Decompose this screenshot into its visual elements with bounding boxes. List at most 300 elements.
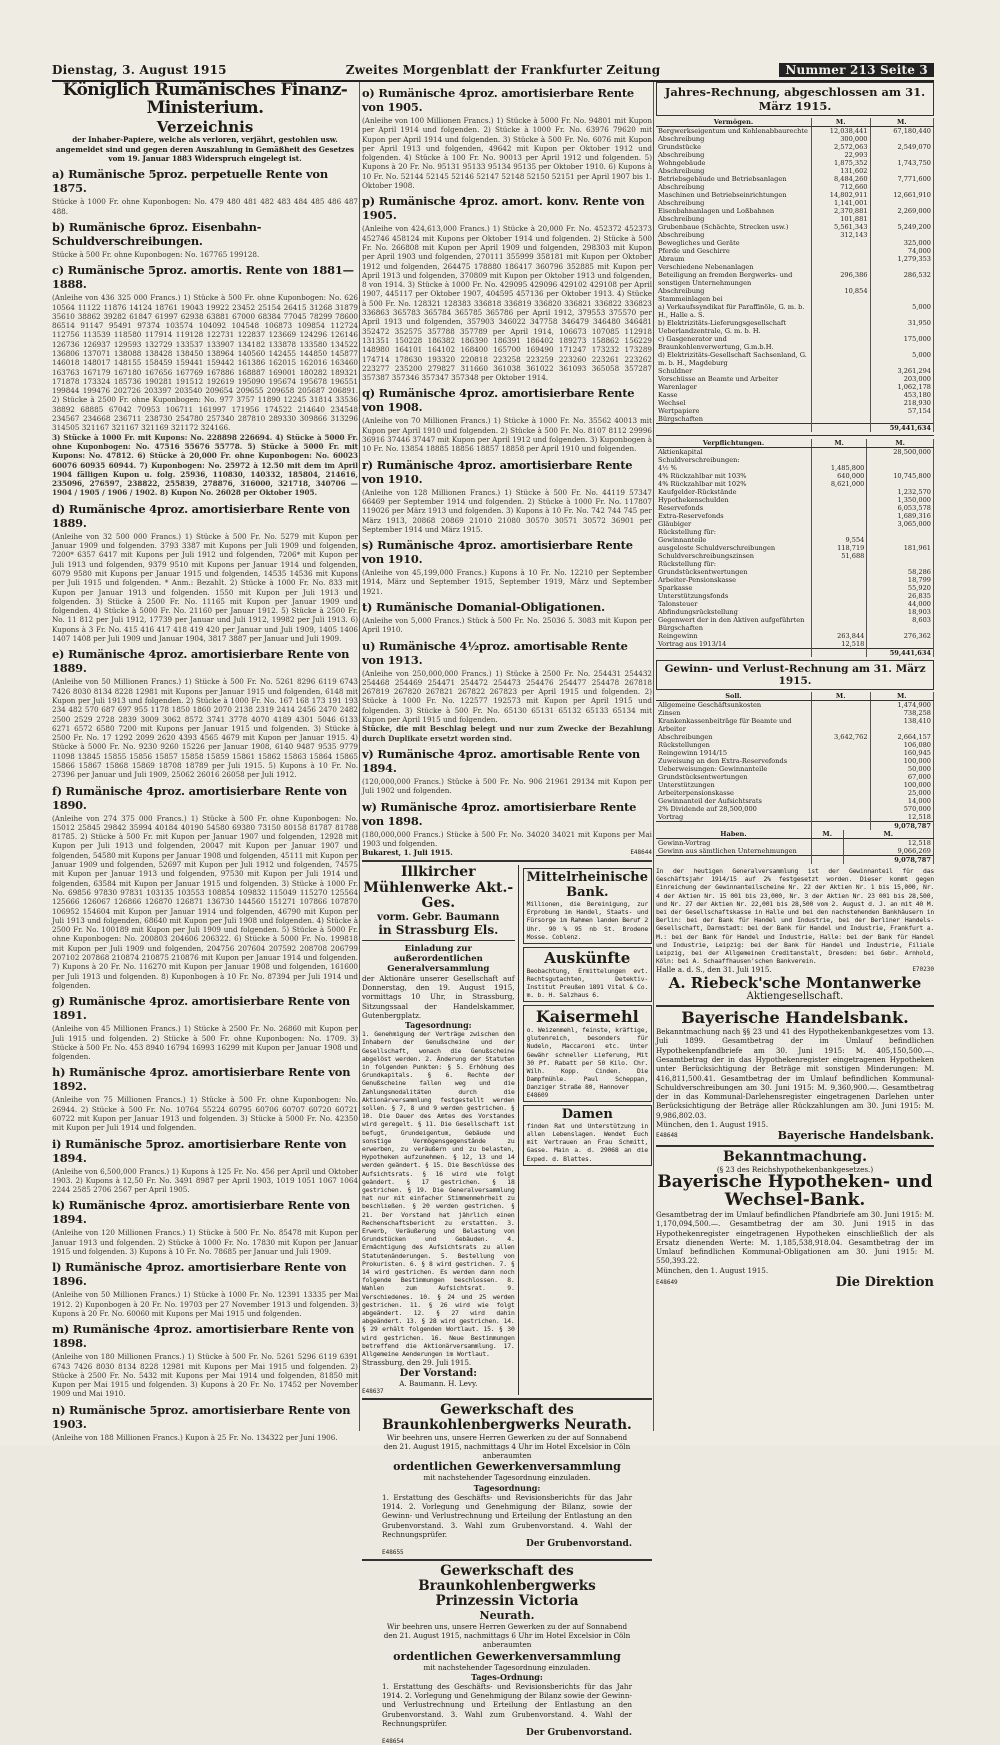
account-amount bbox=[870, 199, 933, 207]
account-amount: 2,370,881 bbox=[811, 207, 870, 215]
account-amount: 175,000 bbox=[870, 335, 933, 351]
account-label: Gewinnanteile bbox=[656, 536, 811, 544]
account-row bbox=[656, 303, 934, 319]
account-amount bbox=[811, 351, 870, 367]
account-amount bbox=[811, 560, 866, 568]
account-amount bbox=[811, 383, 870, 391]
account-amount: 570,000 bbox=[870, 805, 933, 813]
account-row bbox=[656, 765, 934, 773]
account-row bbox=[656, 391, 934, 399]
account-row bbox=[656, 847, 934, 856]
account-amount bbox=[811, 456, 866, 464]
section-body: Stücke à 500 Fr. ohne Kuponbogen: No. 167765 199128. bbox=[52, 249, 260, 259]
ad-damen bbox=[523, 1105, 652, 1166]
account-label: Warenlager bbox=[656, 383, 811, 391]
riebeck-name: A. Riebeck'sche Montanwerke bbox=[668, 973, 922, 992]
account-row bbox=[656, 263, 934, 271]
account-amount: 738,258 bbox=[870, 709, 933, 717]
account-label: Abschreibung bbox=[656, 135, 811, 143]
section-heading: u) Rumänische 4½proz. amortisable Rente von 1913. bbox=[362, 638, 628, 667]
account-row bbox=[656, 335, 934, 351]
account-row bbox=[656, 319, 934, 335]
liabilities-heading: Verpflichtungen. bbox=[656, 439, 811, 448]
section-body: (120,000,000 Francs.) Stücke à 500 Fr. No. 906 21961 29134 mit Kupon per Juli 1902 und folgenden. bbox=[362, 776, 652, 796]
list-subtitle: Verzeichnis bbox=[156, 117, 254, 136]
account-label: Reingewinn 1914/15 bbox=[656, 749, 811, 757]
account-amount bbox=[811, 749, 870, 757]
account-amount bbox=[811, 781, 870, 789]
assets-heading: Vermögen. bbox=[656, 118, 811, 127]
assets-table bbox=[656, 118, 934, 432]
col-mark: M. bbox=[867, 439, 934, 448]
account-amount: 1,689,316 bbox=[867, 512, 934, 520]
account-row bbox=[656, 175, 934, 183]
bhw-sign: Die Direktion bbox=[835, 1275, 934, 1291]
account-label: c) Gasgenerator und Braunkohlenverwertung, G.m.b.H. bbox=[656, 335, 811, 351]
divider bbox=[656, 1005, 934, 1007]
victoria-sign: Der Grubenvorstand. bbox=[526, 1728, 632, 1739]
section-body: (Anleihe von 32 500 000 Francs.) 1) Stücke à 500 Fr. No. 5279 mit Kupon per Januar 1909 und folgenden. 3793 3387 mit Kupons per Juli 1909 und folgenden, 7200* 6357 6417 mit Kupons per Juli 1912 und folgenden, 7206* mit Kupon per Juli 1913 und folgenden, 9379 9510 mit Kupons per Januar 1914 und folgenden, 6079 9580 mit Kupons per Januar 1915 und folgenden, 14535 14536 mit Kupons per Juli 1915 und folgenden. * Anm.: Bezahlt. 2) Stücke à 1000 Fr. No. 833 mit Kupon per Januar 1913 und folgenden. 1550 mit Kupon per Juli 1913 und folgenden. 3) Stücke à 2500 Fr. No. 11165 mit Kupon per Januar 1909 und folgenden. 4) Stücke à 5000 Fr. No. 21160 per Januar 1912. 5) Stücke à 2500 Fr. No. 11 812 per Juli 1912, 17739 per Januar und Juli 1912, 19982 per Juli 1913. 6) Kupons à 3 Fr. No. 415 416 417 418 419 420 per Januar und Juli 1909, 1405 1406 1407 1408 per Juli 1909 und Januar 1904, 3817 3887 per Januar und Juli 1909. bbox=[52, 531, 358, 644]
section-heading: r) Rumänische 4proz. amortisierbare Rente von 1910. bbox=[362, 457, 633, 486]
account-amount bbox=[811, 797, 870, 805]
account-amount: 8,621,000 bbox=[811, 480, 866, 488]
account-row bbox=[656, 552, 934, 560]
total-label bbox=[656, 649, 811, 658]
account-label: Bürgschaften bbox=[656, 415, 811, 424]
bond-sections-list bbox=[52, 167, 358, 1442]
account-amount: 100,000 bbox=[870, 781, 933, 789]
account-amount: 101,881 bbox=[811, 215, 870, 223]
account-amount: 9,066,269 bbox=[843, 847, 933, 856]
account-label: Schuldner bbox=[656, 367, 811, 375]
account-row bbox=[656, 247, 934, 255]
section-heading: i) Rumänische 5proz. amortisierbare Rente von 1894. bbox=[52, 1136, 347, 1165]
victoria-text: Wir beehren uns, unsere Herren Gewerken zu der auf Sonnabend den 21. August 1915, nachmittags 6 Uhr im Hotel Excelsior in Cöln anberaumten bbox=[383, 1621, 631, 1650]
account-label: Talonsteuer bbox=[656, 600, 811, 608]
account-row bbox=[656, 383, 934, 391]
ad-stack-right bbox=[523, 865, 652, 1394]
riebeck-footer: Halle a. d. S., den 31. Juli 1915. bbox=[656, 965, 772, 975]
account-row bbox=[656, 805, 934, 813]
account-amount bbox=[870, 151, 933, 159]
section-body: (Anleihe von 250,000,000 Francs.) 1) Stücke à 2500 Fr. No. 254431 254432 254468 254469 254471 254472 254473 254476 254477 254478 267818 267819 267820 267821 267822 267823 per April 1915 und folgenden. 2) Stücke à 1000 Fr. No. 122577 192573 mit Kupon per April 1915 und folgenden. 3) Stücke à 500 Fr. No. 65130 65131 65132 65133 65134 mit Kupon per April 1915 und folgenden. bbox=[362, 668, 652, 725]
account-label: Vorschüsse an Beamte und Arbeiter bbox=[656, 375, 811, 383]
account-amount: 296,386 bbox=[811, 271, 870, 287]
victoria-agenda: 1. Erstattung des Geschäfts- und Revisionsberichts für das Jahr 1914. 2. Vorlegung und Genehmigung der Bilanz sowie der Gewinn- und Verlustrechnung und Erteilung der Entlastung an den Grubenvorstand. 3. Wahl zum Grubenvorstand. 4. Wahl der Rechnungsprüfer. bbox=[382, 1681, 632, 1729]
illkirch-agenda: 1. Genehmigung der Verträge zwischen den Inhabern der Genußscheine und der Gesellschaft, wonach die Genußscheine abgelöst werden. 2. Änderung der Statuten in folgenden Punkten: § 5. Erhöhung des Grundkapitals. § 6. Rechte der Genußscheine fallen weg und die Zahlungsmodalitäten durch die Aktionärversammlung festgestellt werden sollen. § 7, 8 und 9 werden gestrichen. § 10. Die Dauer des Amtes des Vorstandes wird geregelt. § 11. Die Gesellschaft ist befugt, Grundeigentum, Gebäude und sonstige Vermögensgegenstände zu erwerben, zu veräußern und zu belasten, Hypotheken aufzunehmen. § 12, 13 und 14 werden geändert. § 15. Die Beschlüsse des Aufsichtsrats. § 16 wird wie folgt geändert. § 17 gestrichen. § 18 gestrichen. § 19. Die Generalversammlung hat nur mit einfacher Stimmenmehrheit zu beschließen. § 20 werden gestrichen. § 21. Der Vorstand hat jährlich einen Rechenschaftsbericht zu erstatten. 3. Erwerb, Veräußerung und Belastung von Grundstücken und Gebäuden. 4. Ermächtigung des Aufsichtsrats zu allen Statutenänderungen. 5. Bestellung von Prokuristen. 6. § 8 wird gestrichen. 7. § 14 wird gestrichen. Es werden dann noch folgende Bestimmungen beschlossen. 8. Wahlen zum Aufsichtsrat. 9. Verschiedenes. 10. § 24 und 25 werden gestrichen. 11. § 26 wird wie folgt abgeändert. 12. § 27 wird dahin abgeändert. 13. § 28 wird gestrichen. 14. § 29 erhält folgenden Wortlaut. 15. § 30 wird gestrichen. 16. Neue Bestimmungen betreffend die Aktionärversammlung. 17. Allgemeine Aenderungen im Wortlaut. bbox=[362, 1030, 515, 1359]
ad-neurath bbox=[362, 1403, 652, 1556]
account-row bbox=[656, 375, 934, 383]
riebeck-sub: Aktiengesellschaft. bbox=[746, 991, 844, 1003]
account-row bbox=[656, 159, 934, 167]
account-label: 4½ % bbox=[656, 464, 811, 472]
account-label: Unterstützungen bbox=[656, 781, 811, 789]
account-amount bbox=[811, 765, 870, 773]
section-heading: b) Rumänische 6proz. Eisenbahn-Schuldverschreibungen. bbox=[52, 219, 262, 248]
account-row bbox=[656, 536, 934, 544]
account-amount bbox=[811, 399, 870, 407]
account-amount: 138,410 bbox=[870, 717, 933, 733]
account-amount bbox=[811, 391, 870, 399]
account-amount: 8,484,260 bbox=[811, 175, 870, 183]
account-row bbox=[656, 215, 934, 223]
account-row bbox=[656, 576, 934, 584]
account-label: Grubenbaue (Schächte, Strecken usw.) bbox=[656, 223, 811, 231]
victoria-title: Gewerkschaft des Braunkohlenbergwerks Prinzessin Victoria bbox=[418, 1563, 596, 1609]
account-amount: 2,549,070 bbox=[870, 143, 933, 151]
account-label: Verschiedene Nebenanlagen bbox=[656, 263, 811, 271]
account-row bbox=[656, 757, 934, 765]
account-label: Grundstücke bbox=[656, 143, 811, 151]
account-amount bbox=[811, 295, 870, 303]
account-amount bbox=[870, 263, 933, 271]
section-heading: p) Rumänische 4proz. amort. konv. Rente von 1905. bbox=[362, 194, 645, 223]
riebeck-text: In der heutigen Generalversammlung ist der Gewinnanteil für das Geschäftsjahr 1914/15 auf 2% festgesetzt worden. Dieser kommt gegen Einreichung der Gewinnanteilscheine Nr. 22 der Aktien Nr. 1 bis 15,000, Nr. 4 der Aktien Nr. 15 001 bis 23,000, Nr. 3 der Aktien Nr. 23 001 bis 28,500, und Nr. 27 der Aktien Nr. 22,001 bis 28,500 vom 2. August d. J. an mit 40 M. bei der Gesellschaftskasse in Halle und bei den nachstehenden Bankhäusern in Berlin: bei der Bank für Handel und Industrie, bei der Berliner Handels-Gesellschaft, Darmstadt: bei der Bank für Handel und Industrie, Frankfurt a. M.: bei der Bank für Handel und Industrie, Halle: bei der Bank für Handel und Industrie, Leipzig: bei der Bank für Handel und Industrie, Filiale Leipzig, bei der Allgemeinen Creditanstalt, Dresden: bei Gebr. Arnhold, Köln: bei A. Schaaffhausen'schen Bankverein. bbox=[656, 867, 934, 966]
account-label: Rückstellung für: bbox=[656, 560, 811, 568]
section-body: Stücke, die mit Beschlag belegt und nur zum Zwecke der Bezahlung durch Duplikate ersetzt worden sind. bbox=[362, 724, 652, 743]
account-amount: 18,799 bbox=[867, 576, 934, 584]
soll-total: 9,078,787 bbox=[870, 822, 933, 831]
neurath-sign: Der Grubenvorstand. bbox=[526, 1539, 632, 1550]
account-amount: 263,844 bbox=[811, 632, 866, 640]
account-amount bbox=[811, 568, 866, 576]
account-amount bbox=[867, 464, 934, 472]
account-row bbox=[656, 167, 934, 175]
account-row bbox=[656, 151, 934, 159]
account-amount: 1,232,570 bbox=[867, 488, 934, 496]
account-amount: 203,000 bbox=[870, 375, 933, 383]
account-row bbox=[656, 568, 934, 576]
account-row bbox=[656, 223, 934, 231]
account-amount bbox=[867, 528, 934, 536]
account-label: Abschreibung bbox=[656, 287, 811, 295]
bhb-sign: Bayerische Handelsbank. bbox=[777, 1129, 934, 1143]
account-amount: 67,000 bbox=[870, 773, 933, 781]
account-label: Abschreibung bbox=[656, 231, 811, 239]
neurath-agenda: 1. Erstattung des Geschäfts- und Revisionsberichts für das Jahr 1914. 2. Vorlegung und Genehmigung der Bilanz, sowie der Gewinn- und Verlustrechnung und Erteilung der Entlastung an den Grubenvorstand. 3. Wahl zum Grubenvorstand. 4. Wahl der Rechnungsprüfer. bbox=[382, 1492, 632, 1539]
account-amount: 12,518 bbox=[843, 839, 933, 848]
section-heading: g) Rumänische 4proz. amortisierbare Rente von 1891. bbox=[52, 994, 350, 1023]
haben-heading: Haben. bbox=[656, 830, 811, 839]
section-body: (Anleihe von 120 Millionen Francs.) 1) Stücke à 500 Fr. No. 85478 mit Kupon per Januar 1913 und folgenden. 2) Stücke à 1000 Fr. No. 17830 mit Kupon per Januar 1915 und folgenden. 3) Kupons à 10 Fr. No. 78685 per Januar und Juli 1909. bbox=[52, 1228, 358, 1257]
account-amount: 1,485,800 bbox=[811, 464, 866, 472]
section-heading: q) Rumänische 4proz. amortisierbare Rente von 1908. bbox=[362, 386, 635, 415]
account-row bbox=[656, 199, 934, 207]
section-heading: s) Rumänische 4proz. amortisierbare Rente von 1910. bbox=[362, 538, 633, 567]
account-amount: 67,180,440 bbox=[870, 127, 933, 136]
account-label: Bewegliches und Geräte bbox=[656, 239, 811, 247]
account-label: Abfindungsrückstellung bbox=[656, 608, 811, 616]
illkirch-agenda-heading: Tagesordnung: bbox=[404, 1020, 472, 1031]
account-amount: 58,286 bbox=[867, 568, 934, 576]
account-row bbox=[656, 839, 934, 848]
account-label: Abschreibung bbox=[656, 167, 811, 175]
account-row bbox=[656, 741, 934, 749]
account-row bbox=[656, 797, 934, 805]
account-label: Hypothekenschulden bbox=[656, 496, 811, 504]
account-amount: 5,561,343 bbox=[811, 223, 870, 231]
account-label: Gegenwert der in den Aktiven aufgeführten Bürgschaften bbox=[656, 616, 811, 632]
account-amount: 1,279,353 bbox=[870, 255, 933, 263]
account-label: Eisenbahnanlagen und Loßbahnen bbox=[656, 207, 811, 215]
mittelrhein-title: Mittelrheinische Bank. bbox=[526, 870, 648, 900]
account-amount: 1,743,750 bbox=[870, 159, 933, 167]
account-amount: 6,053,578 bbox=[867, 504, 934, 512]
account-row bbox=[656, 560, 934, 568]
bhw-text: Gesamtbetrag der im Umlauf befindlichen Pfandbriefe am 30. Juni 1915: M. 1,170,094,500.—. Gesamtbetrag der am 30. Juni 1915 in das Hypothekenregister eingetragenen Hypotheken einschließlich der als Ersatz dienenden Werte: M. 1,185,538,918.04. Gesamtbetrag der im Umlauf befindlichen Kommunal-Obligationen am 30. Juni 1915: M. 550,393.22. bbox=[656, 1209, 934, 1266]
section-body: (Anleihe von 45,199,000 Francs.) Kupons à 10 Fr. No. 12210 per September 1914, März und September 1915, September 1919, März und September 1921. bbox=[362, 568, 652, 596]
liabilities-rows bbox=[656, 448, 934, 649]
account-amount bbox=[870, 231, 933, 239]
account-row bbox=[656, 480, 934, 488]
neurath-meeting2: mit nachstehender Tagesordnung einzuladen. bbox=[423, 1473, 591, 1483]
section-heading: c) Rumänische 5proz. amortis. Rente von 1881—1888. bbox=[52, 263, 354, 292]
account-label: Bergwerkseigentum und Kohlenabbaurechte bbox=[656, 127, 811, 136]
account-amount: 44,000 bbox=[867, 600, 934, 608]
account-amount: 12,038,441 bbox=[811, 127, 870, 136]
account-amount: 31,950 bbox=[870, 319, 933, 335]
account-label: Kasse bbox=[656, 391, 811, 399]
account-amount bbox=[811, 813, 870, 822]
bhw-footer: München, den 1. August 1915. bbox=[656, 1265, 769, 1275]
account-label: Zinsen bbox=[656, 709, 811, 717]
illkirch-names: A. Baumann. H. Levy. bbox=[399, 1378, 478, 1388]
section-body: Stücke à 1000 Fr. ohne Kuponbogen: No. 479 480 481 482 483 484 485 486 487 488. bbox=[52, 197, 358, 216]
account-label: Gewinn aus sämtlichen Unternehmungen bbox=[656, 847, 811, 856]
account-amount bbox=[811, 319, 870, 335]
account-label: Arbeiterpensionskasse bbox=[656, 789, 811, 797]
account-row bbox=[656, 448, 934, 457]
mittelrhein-text: Millionen, die Bereinigung, zur Erprobung im Handel, Staats- und Fürsorge im Rahmen landen Beruf 2 Uhr. 90 % 95 nb St. Brodene Mosse. Coblenz. bbox=[526, 900, 648, 941]
ad-code: E48637 bbox=[362, 1387, 384, 1395]
account-label: Abschreibung bbox=[656, 215, 811, 223]
account-row bbox=[656, 351, 934, 367]
account-row bbox=[656, 183, 934, 191]
neurath-text: Wir beehren uns, unsere Herren Gewerken zu der auf Sonnabend den 21. August 1915, nachmittags 4 Uhr im Hotel Excelsior in Cöln anberaumten bbox=[383, 1432, 631, 1461]
account-amount bbox=[811, 407, 870, 415]
victoria-meeting2: mit nachstehender Tagesordnung einzuladen. bbox=[423, 1662, 591, 1672]
account-amount: 3,065,000 bbox=[867, 520, 934, 528]
account-label: Abraum bbox=[656, 255, 811, 263]
account-amount bbox=[811, 847, 843, 856]
account-row bbox=[656, 584, 934, 592]
account-label: Rückstellungen bbox=[656, 741, 811, 749]
total-label bbox=[656, 822, 811, 831]
account-amount: 712,660 bbox=[811, 183, 870, 191]
account-amount bbox=[811, 528, 866, 536]
account-amount: 5,000 bbox=[870, 303, 933, 319]
account-amount bbox=[870, 415, 933, 424]
account-amount: 3,261,294 bbox=[870, 367, 933, 375]
account-row bbox=[656, 255, 934, 263]
kaisermehl-title: Kaisermehl bbox=[535, 1007, 639, 1027]
account-amount: 1,062,178 bbox=[870, 383, 933, 391]
account-label: Abschreibung bbox=[656, 199, 811, 207]
illkirch-invite: Einladung zur außerordentlichen Generalversammlung bbox=[387, 943, 490, 974]
account-amount bbox=[811, 600, 866, 608]
account-amount: 1,474,900 bbox=[870, 701, 933, 710]
account-amount bbox=[811, 608, 866, 616]
account-amount bbox=[811, 239, 870, 247]
illkirch-sign: Der Vorstand: bbox=[399, 1367, 477, 1379]
account-amount bbox=[870, 295, 933, 303]
liabilities-total: 59,441,634 bbox=[867, 649, 934, 658]
ad-mittelrhein bbox=[523, 868, 652, 944]
section-heading: f) Rumänische 4proz. amortisierbare Rente von 1890. bbox=[52, 783, 347, 812]
auskunfte-text: Beobachtung, Ermittelungen evt. Rechtsgutachten, Detektiv-Institut Preußen 1891 Vital & Co. m. b. H. Salzhaus 6. bbox=[526, 966, 648, 1000]
account-row bbox=[656, 456, 934, 464]
account-amount bbox=[811, 805, 870, 813]
account-amount: 276,362 bbox=[867, 632, 934, 640]
gv-title: Gewinn- und Verlust-Rechnung am 31. März 1915. bbox=[656, 660, 934, 690]
account-amount bbox=[811, 576, 866, 584]
account-row bbox=[656, 709, 934, 717]
account-row bbox=[656, 407, 934, 415]
section-heading: t) Rumänische Domanial-Obligationen. bbox=[362, 599, 605, 614]
account-row bbox=[656, 504, 934, 512]
account-label: Zuweisung an den Extra-Reservefonds bbox=[656, 757, 811, 765]
ad-code: E48649 bbox=[656, 1279, 678, 1287]
section-heading: h) Rumänische 4proz. amortisierbare Rente von 1892. bbox=[52, 1065, 351, 1094]
account-label: Vortrag aus 1913/14 bbox=[656, 640, 811, 649]
divider bbox=[656, 1145, 934, 1147]
account-label: Allgemeine Geschäftsunkosten bbox=[656, 701, 811, 710]
account-row bbox=[656, 640, 934, 649]
account-row bbox=[656, 496, 934, 504]
illkirch-place: Strassburg, den 29. Juli 1915. bbox=[362, 1358, 472, 1368]
account-amount bbox=[811, 375, 870, 383]
section-body: (Anleihe von 100 Millionen Francs.) 1) Stücke à 5000 Fr. No. 94801 mit Kupon per April 1914 und folgenden. 2) Stücke à 1000 Fr. No. 63976 79620 mit Kupon per April 1914 und folgenden. 3) Stücke à 500 Fr. No. 6076 mit Kupon per April 1913 und folgenden, 49642 mit Kupon per Oktober 1912 und folgenden. 4) Stücke à 100 Fr. No. 90013 per April 1912 und folgenden. 5) Kupons à 20 Fr. No. 95131 95133 95134 95135 per Oktober 1910. 6) Kupons à 10 Fr. No. 52144 52145 52146 52147 52148 52150 52151 per April 1907 bis 1. Oktober 1908. bbox=[362, 116, 652, 191]
bhb-title: Bayerische Handelsbank. bbox=[681, 1008, 909, 1028]
section-body: (180,000,000 Francs.) Stücke à 500 Fr. No. 34020 34021 mit Kupons per Mai 1903 und folgenden. bbox=[362, 829, 652, 848]
account-amount: 55,920 bbox=[867, 584, 934, 592]
bond-sections-list-continued bbox=[362, 86, 652, 848]
account-label: Abschreibung bbox=[656, 151, 811, 159]
account-label: Grundstücksentwertungen bbox=[656, 773, 811, 781]
account-amount: 7,771,600 bbox=[870, 175, 933, 183]
bhw-title: Bayerische Hypotheken- und Wechsel-Bank. bbox=[657, 1172, 933, 1211]
account-amount: 9,554 bbox=[811, 536, 866, 544]
account-label: a) Verkaufssyndikat für Paraffinöle, G. m. b. H., Halle a. S. bbox=[656, 303, 811, 319]
account-label: Ueberweisungen: Gewinnanteile bbox=[656, 765, 811, 773]
neurath-agenda-heading: Tagesordnung: bbox=[473, 1482, 541, 1493]
account-row bbox=[656, 191, 934, 199]
account-amount bbox=[811, 263, 870, 271]
account-amount: 218,930 bbox=[870, 399, 933, 407]
account-amount: 5,000 bbox=[870, 351, 933, 367]
account-amount: 12,518 bbox=[811, 640, 866, 649]
section-heading: k) Rumänische 4proz. amortisierbare Rente von 1894. bbox=[52, 1198, 350, 1227]
account-amount: 131,602 bbox=[811, 167, 870, 175]
account-label: Maschinen und Betriebseinrichtungen bbox=[656, 191, 811, 199]
account-label: Kaufgelder-Rückstände bbox=[656, 488, 811, 496]
account-amount bbox=[811, 717, 870, 733]
section-heading: e) Rumänische 4proz. amortisierbare Rente von 1889. bbox=[52, 647, 350, 676]
haben-rows bbox=[656, 839, 934, 856]
masthead-page-number: Nummer 213 Seite 3 bbox=[779, 63, 934, 77]
account-label: Wechsel bbox=[656, 399, 811, 407]
account-label: Extra-Reservefonds bbox=[656, 512, 811, 520]
account-amount: 26,835 bbox=[867, 592, 934, 600]
ad-row bbox=[362, 865, 652, 1394]
account-label: Reservefonds bbox=[656, 504, 811, 512]
account-amount bbox=[870, 167, 933, 175]
victoria-meeting: ordentlichen Gewerkenversammlung bbox=[393, 1649, 621, 1663]
section-heading: m) Rumänische 4proz. amortisierbare Rente von 1898. bbox=[52, 1322, 355, 1351]
account-amount: 28,500,000 bbox=[867, 448, 934, 457]
account-amount: 25,000 bbox=[870, 789, 933, 797]
account-amount bbox=[867, 560, 934, 568]
account-amount: 181,961 bbox=[867, 544, 934, 552]
account-row bbox=[656, 608, 934, 616]
total-label bbox=[656, 856, 811, 865]
bek-sub: (§ 23 des Reichshypothekenbankgesetzes.) bbox=[716, 1164, 874, 1174]
section-heading: n) Rumänische 5proz. amortisierbare Rente von 1903. bbox=[52, 1402, 351, 1431]
account-amount: 22,993 bbox=[811, 151, 870, 159]
account-amount: 12,661,910 bbox=[870, 191, 933, 199]
account-row bbox=[656, 295, 934, 303]
haben-total: 9,078,787 bbox=[843, 856, 933, 865]
account-amount bbox=[811, 789, 870, 797]
account-row bbox=[656, 592, 934, 600]
section-body: (Anleihe von 5,000 Francs.) Stück à 500 Fr. No. 25036 5. 3083 mit Kupon per April 1910. bbox=[362, 615, 652, 635]
section-body: (Anleihe von 180 Millionen Francs.) 1) Stücke à 500 Fr. No. 5261 5296 6119 6391 6743 7426 8030 8134 8228 12981 mit Kupons per Mai 1915 und folgenden. 2) Stücke à 2500 Fr. No. 5432 mit Kupons per Mai 1914 und folgenden, 81850 mit Kupon per Mai 1915 und folgenden. 3) Kupons à 20 Fr. No. 17452 per November 1909 und Mai 1910. bbox=[52, 1352, 358, 1399]
haben-table bbox=[656, 830, 934, 864]
account-amount bbox=[811, 504, 866, 512]
section-heading: v) Rumänische 4proz. amortisable Rente von 1894. bbox=[362, 746, 640, 775]
account-row bbox=[656, 632, 934, 640]
account-row bbox=[656, 789, 934, 797]
account-amount: 312,143 bbox=[811, 231, 870, 239]
col-mark: M. bbox=[870, 692, 933, 701]
ad-code: E48648 bbox=[656, 1132, 678, 1140]
account-label: Stammeinlagen bei bbox=[656, 295, 811, 303]
account-amount: 118,719 bbox=[811, 544, 866, 552]
account-label: Grundstücksentwertungen bbox=[656, 568, 811, 576]
masthead-date: Dienstag, 3. August 1915 bbox=[52, 63, 227, 77]
illkirch-sub2: in Strassburg Els. bbox=[378, 922, 499, 937]
account-row bbox=[656, 717, 934, 733]
account-amount bbox=[811, 616, 866, 632]
account-label: Wohngebäude bbox=[656, 159, 811, 167]
account-amount: 10,745,800 bbox=[867, 472, 934, 480]
account-label: Unterstützungsfonds bbox=[656, 592, 811, 600]
account-row bbox=[656, 701, 934, 710]
neurath-title: Gewerkschaft des Braunkohlenbergwerks Neurath. bbox=[382, 1401, 632, 1433]
bhb-footer: München, den 1. August 1915. bbox=[656, 1120, 769, 1129]
account-row bbox=[656, 127, 934, 136]
illkirch-title: Illkircher Mühlenwerke Akt.-Ges. bbox=[363, 864, 514, 912]
account-amount bbox=[811, 367, 870, 375]
column-rule-2 bbox=[653, 82, 654, 1431]
damen-text: finden Rat und Unterstützung in allen Lebenslagen. Wendet Euch mit Vertrauen an Frau Schmitt, Gasse. Main a. d. 29068 an die Exped. d. Blattes. bbox=[526, 1121, 648, 1163]
soll-heading: Soll. bbox=[656, 692, 811, 701]
account-label: 4% Rückzahlbar mit 103% bbox=[656, 472, 811, 480]
assets-rows bbox=[656, 127, 934, 424]
section-body: (Anleihe von 188 Millionen Francs.) Kupon à 25 Fr. No. 134322 per Juni 1906. bbox=[52, 1432, 338, 1442]
account-row bbox=[656, 231, 934, 239]
account-row bbox=[656, 520, 934, 528]
account-label: Abschreibung bbox=[656, 183, 811, 191]
account-label: ausgeloste Schuldverschreibungen bbox=[656, 544, 811, 552]
account-amount bbox=[811, 415, 870, 424]
neurath-meeting: ordentlichen Gewerkenversammlung bbox=[393, 1460, 621, 1474]
account-label: d) Elektrizitäts-Gesellschaft Sachsenland, G. m. b. H., Magdeburg bbox=[656, 351, 811, 367]
account-row bbox=[656, 143, 934, 151]
account-amount: 51,688 bbox=[811, 552, 866, 560]
bek-title: Bekanntmachung. bbox=[723, 1149, 867, 1166]
account-label: b) Elektrizitäts-Lieferungsgesellschaft Ueberlandzentrale, G. m. b. H. bbox=[656, 319, 811, 335]
